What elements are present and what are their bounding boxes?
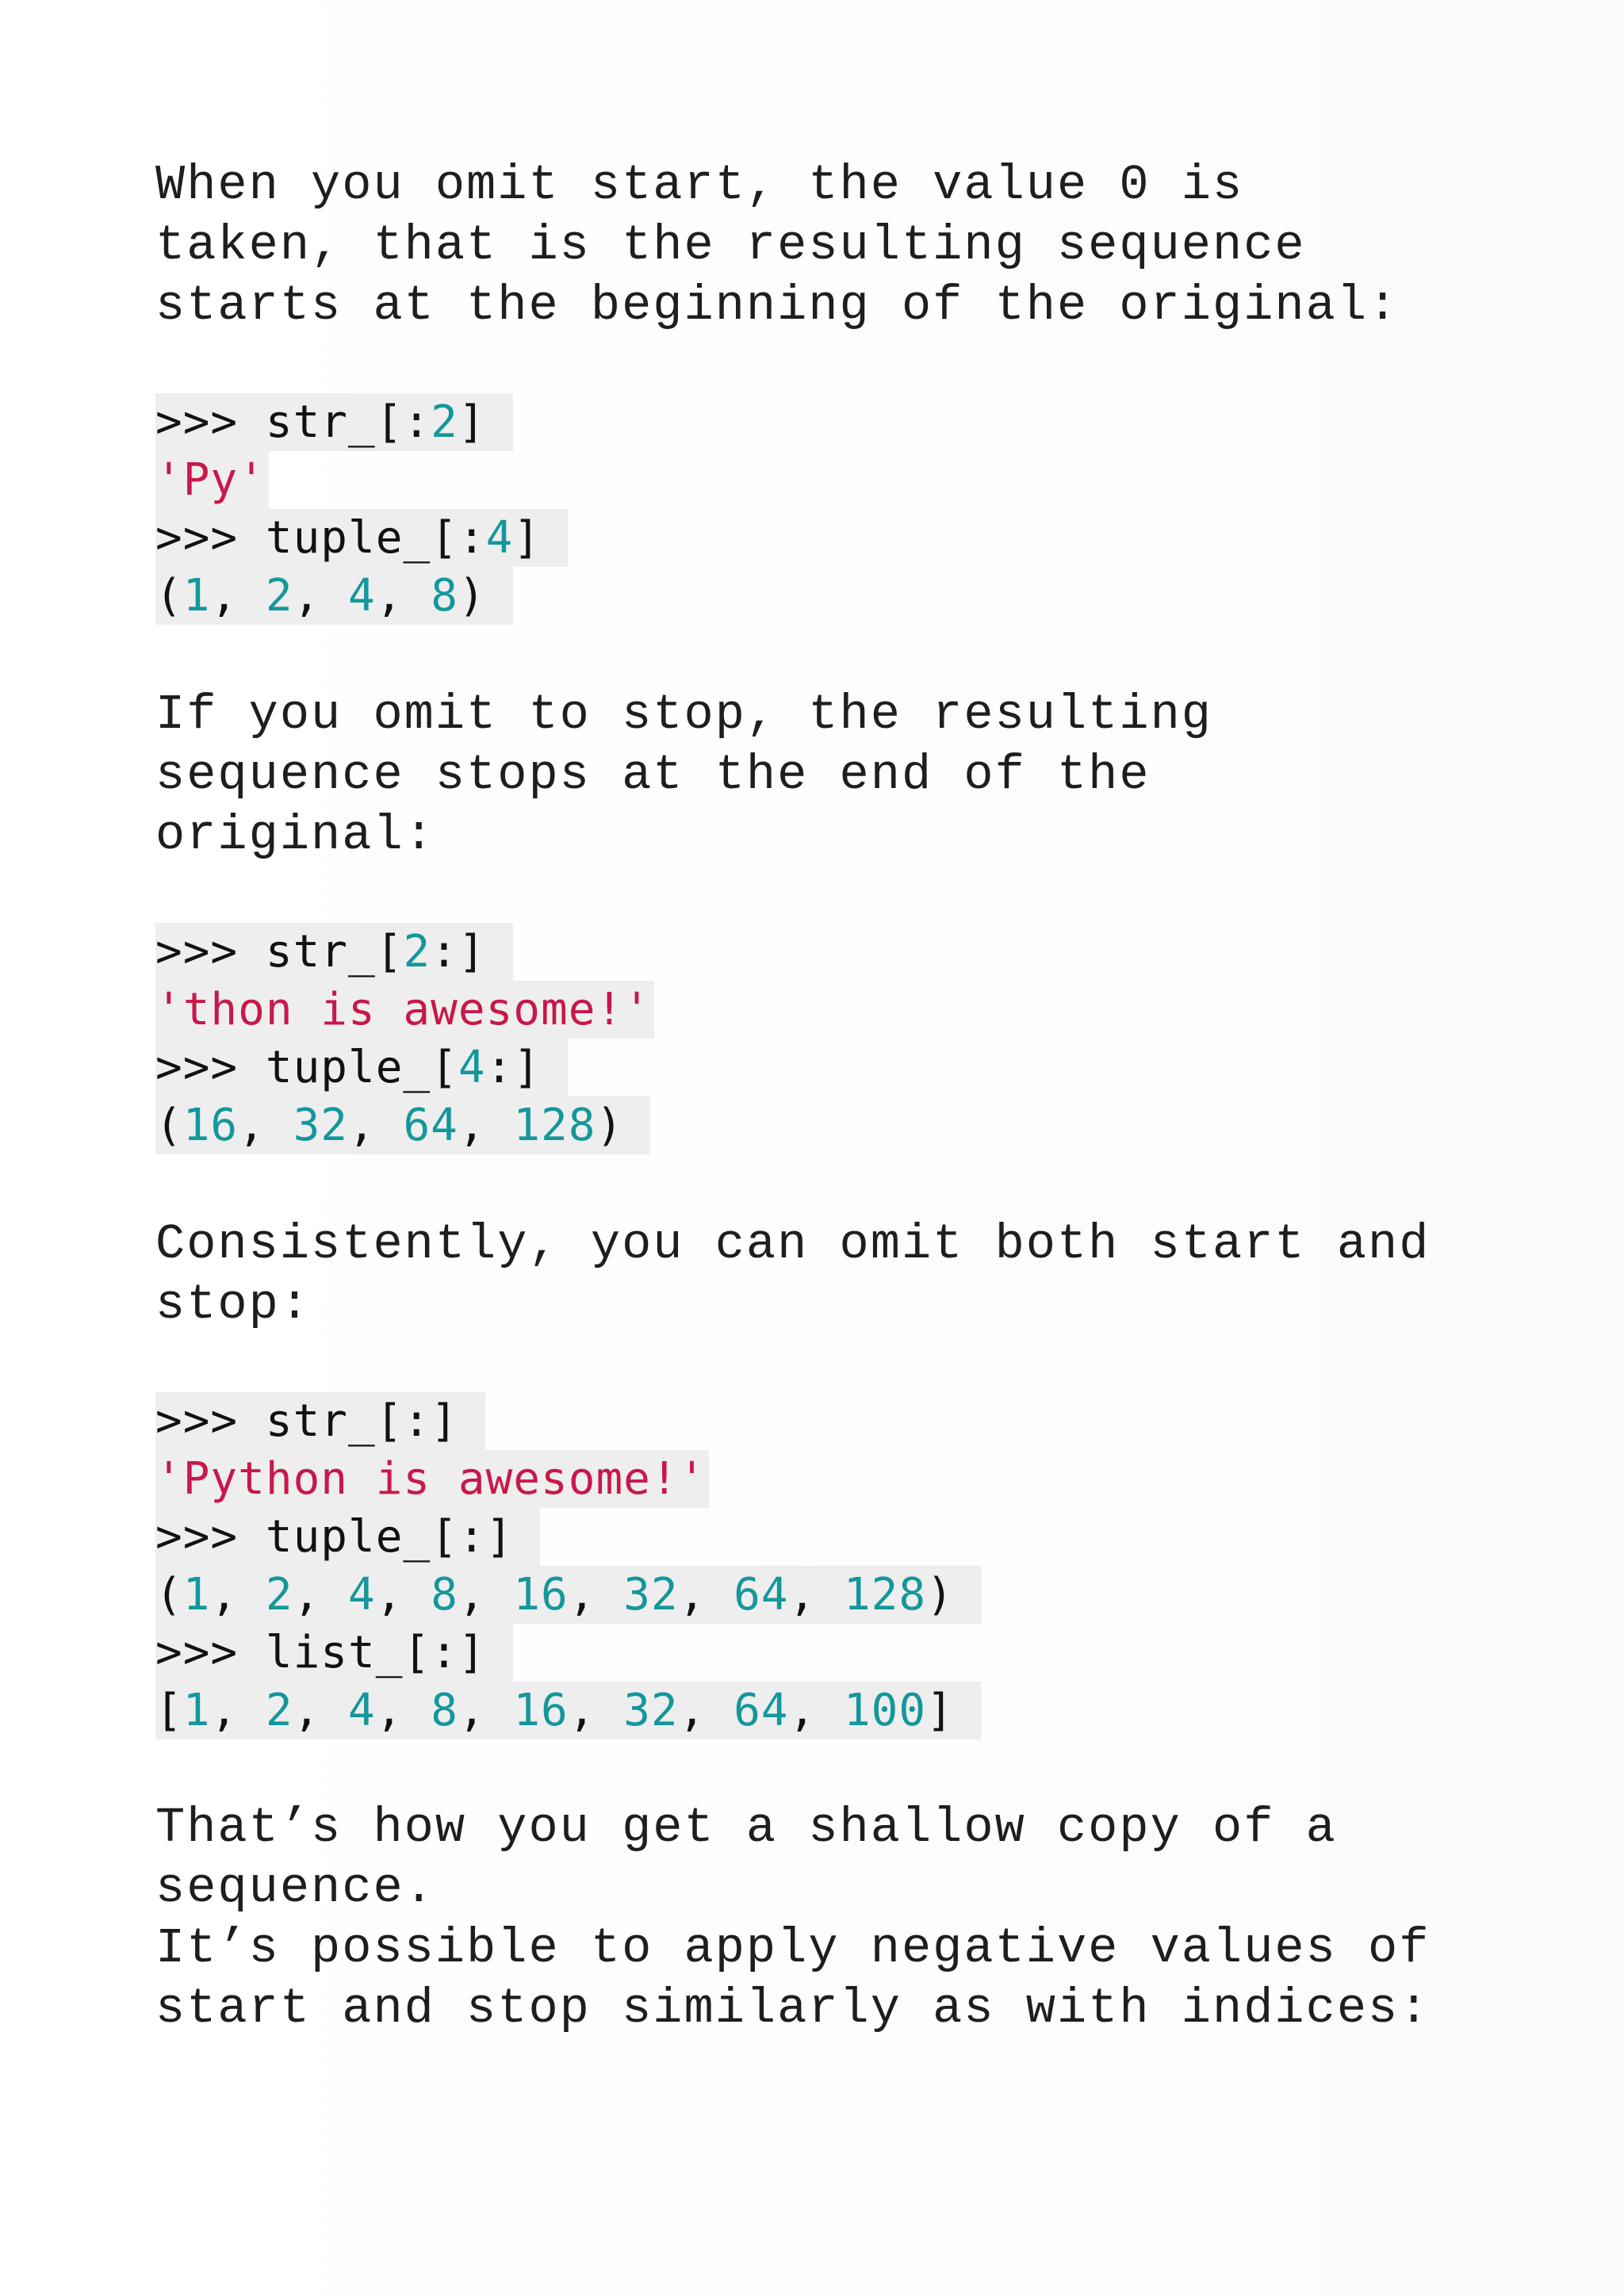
separator: ,	[678, 1685, 734, 1736]
code-line: >>> str_[2:]	[155, 923, 513, 981]
text-line: original:	[155, 807, 435, 863]
paragraph-omit-both	[155, 1215, 1430, 1335]
number-literal: 2	[265, 1685, 293, 1736]
code-output-tuple: (1, 2, 4, 8)	[155, 567, 513, 625]
close-bracket: ]	[926, 1685, 954, 1736]
text-line: taken, that is the resulting sequence	[155, 217, 1306, 274]
number-literal: 4	[348, 1685, 376, 1736]
code-output-string: 'thon is awesome!'	[155, 981, 654, 1039]
separator: ,	[788, 1569, 844, 1621]
code-output-list	[155, 1682, 981, 1739]
number-literal: 16	[513, 1685, 569, 1736]
separator: ,	[458, 1685, 514, 1736]
code-line: >>> tuple_[4:]	[155, 1039, 568, 1096]
separator: ,	[375, 1685, 431, 1736]
text-line: starts at the beginning of the original:	[155, 277, 1400, 334]
separator: ,	[788, 1685, 844, 1736]
number-literal: 100	[843, 1685, 927, 1736]
text-line: If you omit to stop, the resulting	[155, 687, 1213, 743]
text-line: Consistently, you can omit both start and	[155, 1216, 1431, 1272]
paragraph-omit-start	[155, 155, 1399, 336]
text-line: When you omit start, the value 0 is	[155, 157, 1244, 213]
code-block-omit-both	[155, 1392, 981, 1739]
separator: ,	[293, 1685, 349, 1736]
separator: ,	[568, 1685, 624, 1736]
number-literal: 1	[182, 1685, 211, 1736]
number-literal: 8	[431, 1685, 458, 1736]
number-literal: 32	[623, 1569, 679, 1621]
open-bracket: (	[155, 1569, 183, 1621]
number-literal: 16	[513, 1569, 569, 1621]
number-literal: 4	[348, 1569, 376, 1621]
number-literal: 32	[623, 1685, 679, 1736]
text-line: start and stop similarly as with indices:	[155, 1980, 1431, 2037]
code-block-omit-start	[155, 393, 568, 625]
code-block-omit-stop	[155, 923, 654, 1154]
separator: ,	[210, 1569, 266, 1621]
code-output-tuple	[155, 1566, 981, 1624]
close-bracket: )	[926, 1569, 954, 1621]
number-literal: 64	[733, 1569, 789, 1621]
separator: ,	[293, 1569, 349, 1621]
text-line: stop:	[155, 1276, 312, 1333]
paragraph-shallow-copy	[155, 1798, 1430, 2039]
code-line: >>> list_[:]	[155, 1624, 513, 1682]
code-line: >>> str_[:2]	[155, 393, 513, 451]
code-line: >>> tuple_[:4]	[155, 509, 568, 567]
separator: ,	[678, 1569, 734, 1621]
separator: ,	[210, 1685, 266, 1736]
code-output-string: 'Py'	[155, 451, 269, 509]
separator: ,	[375, 1569, 431, 1621]
separator: ,	[568, 1569, 624, 1621]
text-line: It’s possible to apply negative values of	[155, 1920, 1431, 1976]
code-line: >>> str_[:]	[155, 1392, 485, 1450]
number-literal: 8	[431, 1569, 458, 1621]
separator: ,	[458, 1569, 514, 1621]
number-literal: 64	[733, 1685, 789, 1736]
number-literal: 2	[265, 1569, 293, 1621]
code-line: >>> tuple_[:]	[155, 1508, 540, 1566]
paragraph-omit-stop	[155, 685, 1212, 866]
number-literal: 128	[843, 1569, 927, 1621]
number-literal: 1	[182, 1569, 211, 1621]
text-line: That’s how you get a shallow copy of a	[155, 1800, 1337, 1856]
code-output-string: 'Python is awesome!'	[155, 1450, 709, 1508]
open-bracket: [	[155, 1685, 183, 1736]
text-line: sequence.	[155, 1860, 435, 1916]
text-line: sequence stops at the end of the	[155, 747, 1151, 803]
code-output-tuple: (16, 32, 64, 128)	[155, 1096, 650, 1154]
